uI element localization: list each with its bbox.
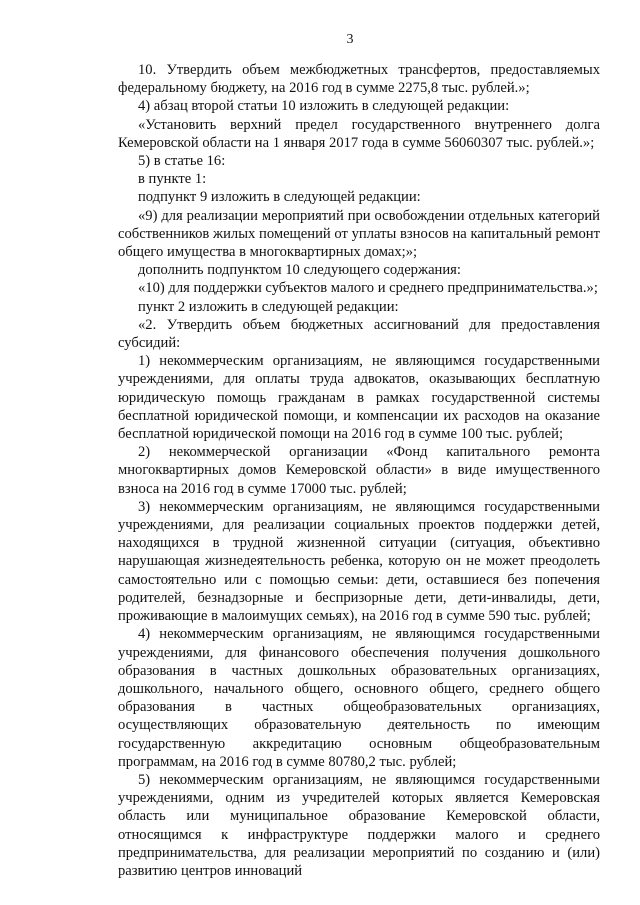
paragraph-subsidy-4: 4) некоммерческим организациям, не являющимся государственными учреждениями, для финансового обеспечения получения дошкольного образования в частных дошкольных образовательных организациях, дошкольного, начального общего, основного общего, среднего общего образования в частных общеобразовательных организациях, осуществляющих образовательную деятельность по имеющим государственную аккредитацию основным общеобразовательным программам, на 2016 год в сумме 80780,2 тыс. рублей; <box>118 626 600 770</box>
paragraph-subsidy-5: 5) некоммерческим организациям, не являющимся государственными учреждениями, одним из учредителей которых является Кемеровская область или муниципальное образование Кемеровской области, относящимся к инфраструктуре поддержки малого и среднего предпринимательства, для реализации мероприятий по созданию и (или) развитию центров инноваций <box>118 771 600 879</box>
paragraph-clause-2-intro: пункт 2 изложить в следующей редакции: <box>138 298 399 315</box>
paragraph-subsidy-1: 1) некоммерческим организациям, не являющимся государственными учреждениями, для оплаты труда адвокатов, оказывающих бесплатную юридическую помощь гражданам в рамках государственной системы бесплатной юридической помощи, и компенсации их расходов на оказание бесплатной юридической помощи на 2016 год в сумме 100 тыс. рублей; <box>118 353 600 443</box>
paragraph-subclause-10-intro: дополнить подпунктом 10 следующего содержания: <box>138 262 461 279</box>
paragraph-subclause-10: «10) для поддержки субъектов малого и среднего предпринимательства.»; <box>138 280 598 297</box>
paragraph-subsidy-3: 3) некоммерческим организациям, не являющимся государственными учреждениями, для реализации социальных проектов поддержки детей, находящихся в трудной жизненной ситуации (ситуация, объективно нарушающая жизнедеятельность ребенка, которую он не может преодолеть самостоятельно или с помощью семьи: дети, оставшиеся без попечения родителей, безнадзорные и беспризорные дети, дети-инвалиды, дети, проживающие в малоимущих семьях), на 2016 год в сумме 590 тыс. рублей; <box>118 498 600 625</box>
paragraph-clause-1: в пункте 1: <box>138 171 207 188</box>
paragraph-subsidies: «2. Утвердить объем бюджетных ассигнований для предоставления субсидий: <box>118 316 600 352</box>
paragraph-article-16: 5) в статье 16: <box>138 153 226 170</box>
document-body <box>118 61 600 880</box>
paragraph-subclause-9: «9) для реализации мероприятий при освобождении отдельных категорий собственников жилых помещений от уплаты взносов на капитальный ремонт общего имущества в многоквартирных домах;»; <box>118 207 600 261</box>
paragraph-debt-limit: «Установить верхний предел государственного внутреннего долга Кемеровской области на 1 января 2017 года в сумме 56060307 тыс. рублей.»; <box>118 116 600 151</box>
paragraph-subclause-9-intro: подпункт 9 изложить в следующей редакции: <box>138 189 421 206</box>
paragraph-transfers-federal: 10. Утвердить объем межбюджетных трансфертов, предоставляемых федеральному бюджету, на 2016 год в сумме 2275,8 тыс. рублей.»; <box>118 62 600 97</box>
paragraph-subsidy-2: 2) некоммерческой организации «Фонд капитального ремонта многоквартирных домов Кемеровской области» в виде имущественного взноса на 2016 год в сумме 17000 тыс. рублей; <box>118 444 600 497</box>
page-number: 3 <box>346 32 354 47</box>
paragraph-amend-article-10: 4) абзац второй статьи 10 изложить в следующей редакции: <box>138 98 510 115</box>
